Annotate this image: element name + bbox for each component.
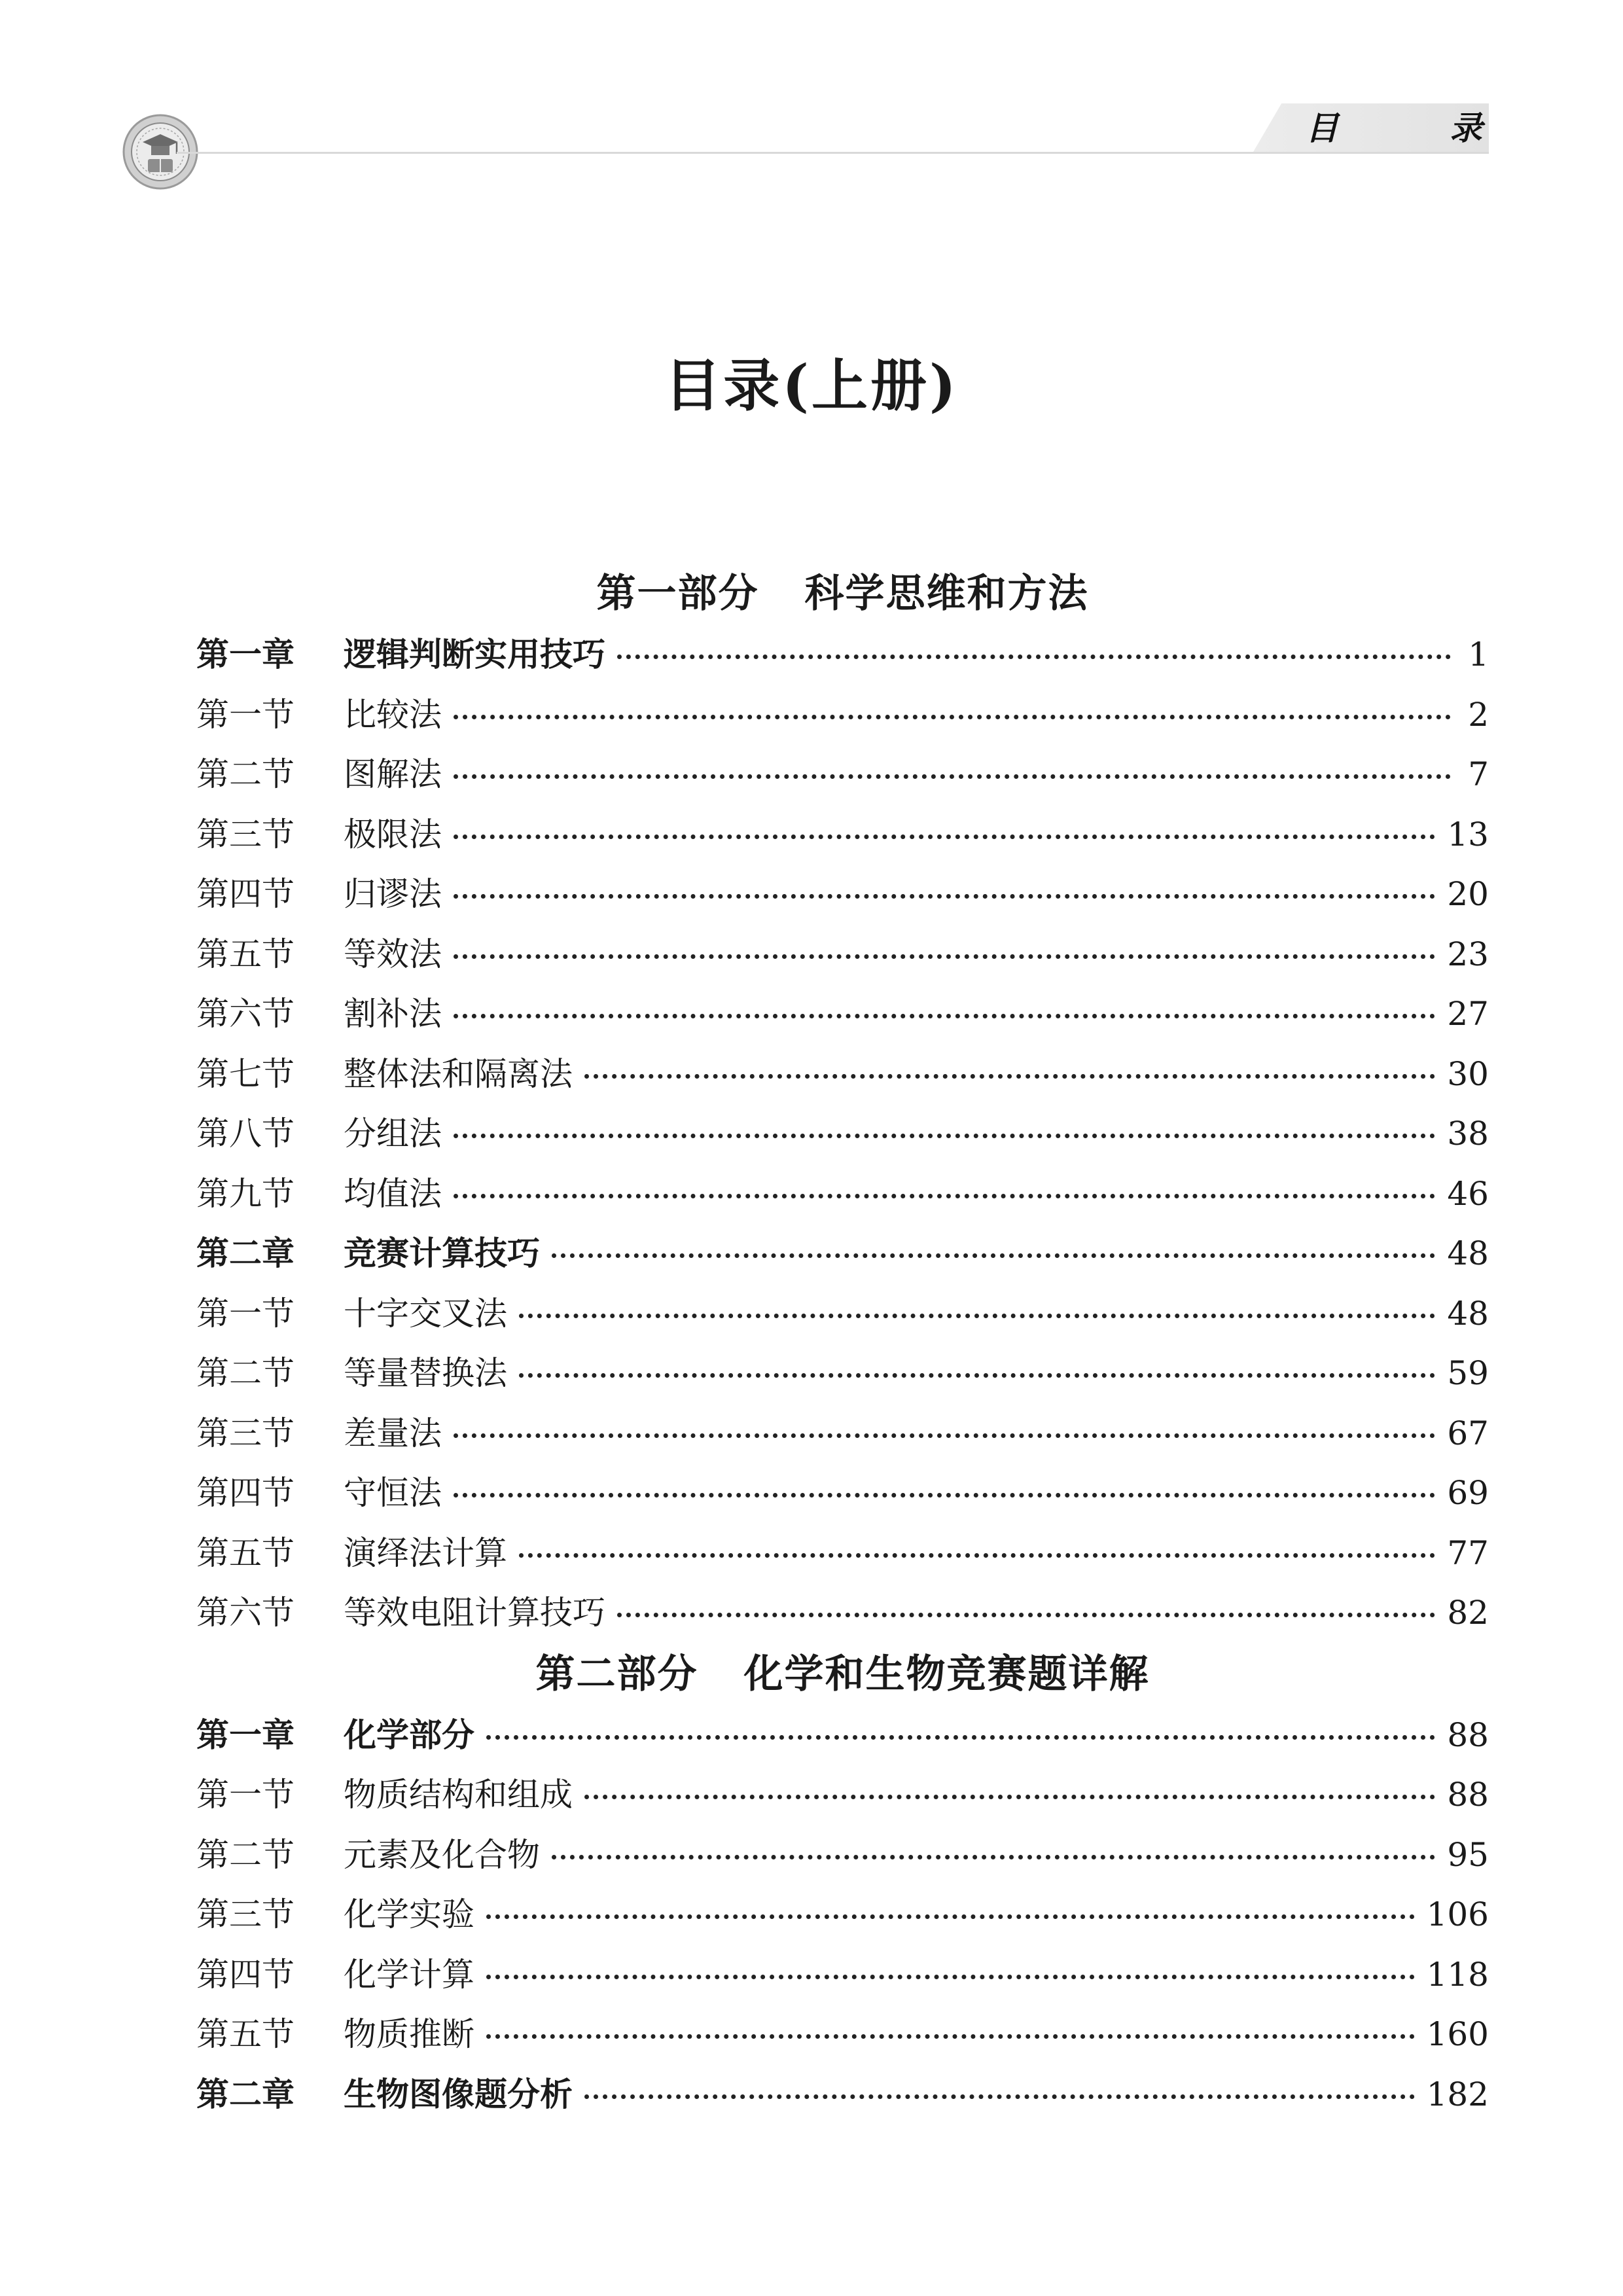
toc-entry-number: 第六节	[196, 995, 294, 1033]
part-prefix: 第一部分	[596, 571, 759, 617]
toc-section-entry[interactable]	[196, 1885, 1489, 1945]
toc-entry-title: 演绎法计算	[344, 1534, 507, 1572]
toc-section-entry[interactable]	[196, 1945, 1489, 2005]
toc-entry-title: 物质推断	[344, 2015, 474, 2053]
part-heading	[196, 1643, 1489, 1706]
toc-section-entry[interactable]	[196, 1765, 1489, 1825]
toc-entry-page: 88	[1447, 1776, 1489, 1814]
toc-entry-title: 化学实验	[344, 1895, 474, 1933]
toc-entry-title: 化学部分	[344, 1715, 474, 1754]
toc-section-entry[interactable]	[196, 1284, 1489, 1344]
dot-leader	[454, 1493, 1435, 1498]
toc-chapter-entry[interactable]	[196, 1706, 1489, 1766]
page-title: 目录(上册)	[664, 353, 959, 419]
toc-section-entry[interactable]	[196, 1104, 1489, 1164]
dot-leader	[454, 1194, 1435, 1198]
toc-entry-page: 118	[1426, 1955, 1489, 1994]
toc-entry-title: 极限法	[344, 815, 442, 853]
toc-entry-title: 归谬法	[344, 875, 442, 913]
toc-chapter-entry[interactable]	[196, 625, 1489, 685]
dot-leader	[617, 1613, 1435, 1617]
toc-entry-page: 30	[1447, 1054, 1489, 1093]
header-rule	[177, 152, 1489, 154]
toc-entry-number: 第三节	[196, 1895, 294, 1933]
toc-section-entry[interactable]	[196, 745, 1489, 805]
toc-entry-number: 第三节	[196, 815, 294, 853]
toc-section-entry[interactable]	[196, 865, 1489, 925]
toc-entry-page: 38	[1447, 1115, 1489, 1153]
toc-entry-number: 第一节	[196, 1776, 294, 1814]
toc-section-entry[interactable]	[196, 1825, 1489, 1886]
toc-entry-page: 69	[1447, 1474, 1489, 1512]
toc-entry-title: 分组法	[344, 1115, 442, 1153]
toc-entry-title: 均值法	[344, 1174, 442, 1213]
toc-chapter-entry[interactable]	[196, 1224, 1489, 1284]
toc-entry-page: 95	[1447, 1835, 1489, 1874]
toc-entry-number: 第二章	[196, 1234, 294, 1272]
toc-entry-page: 2	[1468, 695, 1489, 734]
dot-leader	[454, 1134, 1435, 1138]
dot-leader	[584, 1795, 1435, 1799]
dot-leader	[454, 774, 1451, 779]
toc-entry-title: 竞赛计算技巧	[344, 1234, 540, 1272]
toc-section-entry[interactable]	[196, 2005, 1489, 2065]
dot-leader	[454, 834, 1435, 839]
toc-entry-title: 比较法	[344, 695, 442, 734]
dot-leader	[454, 954, 1435, 959]
header-label-right: 录	[1450, 109, 1482, 147]
toc-entry-page: 13	[1447, 815, 1489, 853]
toc-entry-title: 图解法	[344, 755, 442, 793]
toc-entry-page: 82	[1447, 1594, 1489, 1632]
toc-entry-title: 十字交叉法	[344, 1294, 507, 1333]
toc-entry-title: 等效电阻计算技巧	[344, 1594, 605, 1632]
toc-entry-number: 第六节	[196, 1594, 294, 1632]
toc-section-entry[interactable]	[196, 1463, 1489, 1524]
toc-entry-title: 逻辑判断实用技巧	[344, 636, 605, 673]
part-name: 化学和生物竞赛题详解	[743, 1651, 1150, 1697]
dot-leader	[552, 1253, 1435, 1258]
toc-section-entry[interactable]	[196, 925, 1489, 985]
toc-entry-title: 等量替换法	[344, 1354, 507, 1392]
toc-entry-number: 第二节	[196, 1354, 294, 1392]
header-label-left: 目	[1306, 109, 1338, 147]
toc-entry-number: 第三节	[196, 1414, 294, 1452]
toc-entry-page: 7	[1468, 755, 1489, 793]
toc-entry-page: 88	[1447, 1715, 1489, 1754]
toc-chapter-entry[interactable]	[196, 2065, 1489, 2125]
part-name: 科学思维和方法	[804, 571, 1089, 617]
toc-entry-number: 第五节	[196, 935, 294, 973]
toc-entry-number: 第一节	[196, 695, 294, 734]
toc-entry-page: 1	[1468, 636, 1489, 673]
toc-entry-number: 第二章	[196, 2075, 294, 2113]
toc-entry-page: 77	[1447, 1534, 1489, 1572]
toc-entry-page: 59	[1447, 1354, 1489, 1392]
toc-entry-title: 等效法	[344, 935, 442, 973]
toc-section-entry[interactable]	[196, 1164, 1489, 1225]
toc-section-entry[interactable]	[196, 805, 1489, 865]
toc-section-entry[interactable]	[196, 1583, 1489, 1643]
toc-entry-title: 整体法和隔离法	[344, 1054, 573, 1093]
toc-entry-number: 第七节	[196, 1054, 294, 1093]
toc-section-entry[interactable]	[196, 1404, 1489, 1464]
toc-entry-number: 第九节	[196, 1174, 294, 1213]
dot-leader	[519, 1553, 1435, 1558]
toc-entry-number: 第二节	[196, 1835, 294, 1874]
toc-entry-page: 48	[1447, 1234, 1489, 1272]
dot-leader	[454, 1433, 1435, 1438]
toc-entry-number: 第八节	[196, 1115, 294, 1153]
dot-leader	[486, 1735, 1435, 1740]
dot-leader	[486, 1914, 1415, 1919]
toc-section-entry[interactable]	[196, 984, 1489, 1045]
toc-section-entry[interactable]	[196, 685, 1489, 745]
toc-entry-number: 第一章	[196, 1715, 294, 1754]
toc-entry-title: 生物图像题分析	[344, 2075, 573, 2113]
part-heading	[196, 563, 1489, 625]
toc-entry-number: 第五节	[196, 1534, 294, 1572]
toc-entry-page: 106	[1426, 1895, 1489, 1933]
dot-leader	[584, 1074, 1435, 1079]
toc-entry-page: 48	[1447, 1294, 1489, 1333]
dot-leader	[552, 1855, 1435, 1859]
toc-section-entry[interactable]	[196, 1524, 1489, 1584]
toc-entry-page: 46	[1447, 1174, 1489, 1213]
toc-entry-page: 182	[1426, 2075, 1489, 2113]
toc-section-entry[interactable]	[196, 1344, 1489, 1404]
toc-entry-number: 第二节	[196, 755, 294, 793]
toc-entry-number: 第一章	[196, 636, 294, 673]
table-of-contents	[196, 563, 1489, 2125]
dot-leader	[519, 1314, 1435, 1318]
dot-leader	[519, 1373, 1435, 1378]
dot-leader	[584, 2094, 1415, 2099]
toc-entry-title: 物质结构和组成	[344, 1776, 573, 1814]
toc-entry-title: 化学计算	[344, 1955, 474, 1994]
toc-entry-page: 23	[1447, 935, 1489, 973]
dot-leader	[617, 655, 1451, 659]
dot-leader	[486, 2034, 1415, 2039]
toc-entry-title: 差量法	[344, 1414, 442, 1452]
toc-entry-title: 割补法	[344, 995, 442, 1033]
toc-entry-number: 第一节	[196, 1294, 294, 1333]
toc-entry-number: 第四节	[196, 875, 294, 913]
dot-leader	[454, 1014, 1435, 1018]
toc-section-entry[interactable]	[196, 1045, 1489, 1105]
toc-entry-title: 元素及化合物	[344, 1835, 540, 1874]
dot-leader	[454, 894, 1435, 899]
part-prefix: 第二部分	[535, 1651, 698, 1697]
toc-entry-page: 67	[1447, 1414, 1489, 1452]
toc-entry-number: 第五节	[196, 2015, 294, 2053]
dot-leader	[486, 1975, 1415, 1979]
toc-entry-page: 27	[1447, 995, 1489, 1033]
toc-entry-page: 160	[1426, 2015, 1489, 2053]
toc-entry-number: 第四节	[196, 1955, 294, 1994]
toc-entry-page: 20	[1447, 875, 1489, 913]
toc-entry-title: 守恒法	[344, 1474, 442, 1512]
toc-entry-number: 第四节	[196, 1474, 294, 1512]
dot-leader	[454, 715, 1451, 719]
